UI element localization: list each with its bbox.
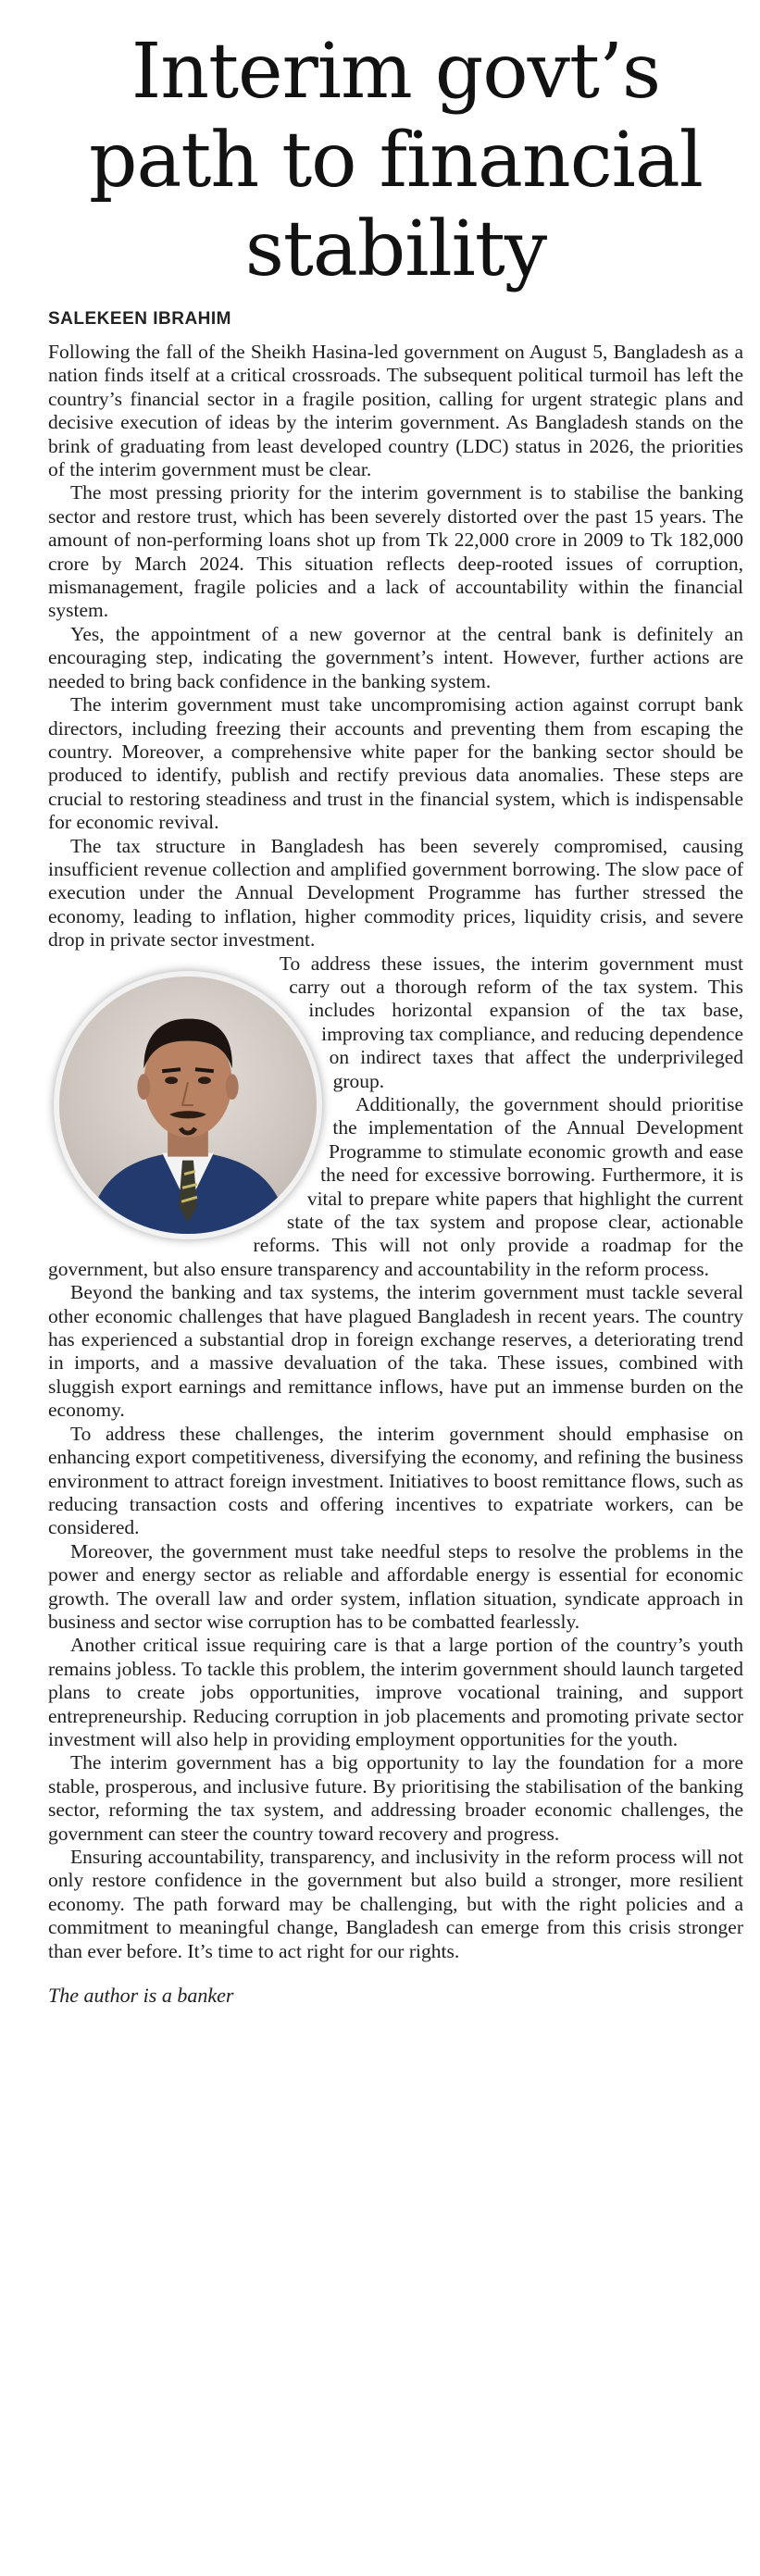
author-portrait — [54, 971, 322, 1239]
paragraph-9: To address these challenges, the interim government should emphasise on enhancing export competitiveness, diversifying the economy, and refining the business environment to attract foreign investment. Initiatives to boost remittance flows, such as reducing transaction costs and offering incentives to expatriate workers, can be considered. — [48, 1422, 743, 1539]
headline-line-3: stability — [244, 205, 547, 293]
author-photo — [48, 952, 337, 1258]
paragraph-12: The interim government has a big opportunity to lay the foundation for a more stable, prosperous, and inclusive future. By prioritising the stabilisation of the banking sector, reforming the tax system, and addressing broader economic challenges, the government can steer the country toward recovery and progress. — [48, 1751, 743, 1845]
paragraph-6: To address these issues, the interim government must carry out a thorough reform of the tax system. This includes horizontal expansion of the tax base, improving tax compliance, and reducing dependence on indirect taxes that affect the underprivileged group. — [279, 952, 743, 1092]
paragraph-7: Additionally, the government should prioritise the implementation of the Annual Development Programme to stimulate economic growth and ease the need for excessive borrowing. Furthermore, it is vital to prepare white papers that highlight the current state of the tax system and propose clear, actionable reforms. This will not only provide a roadmap for the government, but also ensure transparency and accountability in the reform process. — [48, 1093, 743, 1280]
article-body — [48, 341, 743, 1963]
headline — [48, 28, 743, 294]
headline-line-1: Interim govt’s — [131, 28, 661, 116]
paragraph-4: The interim government must take uncompromising action against corrupt bank directors, including freezing their accounts and preventing them from escaping the country. Moreover, a comprehensive white paper for the banking sector should be produced to identify, publish and rectify previous data anomalies. These steps are crucial to restoring steadiness and trust in the financial system, which is indispensable for economic revival. — [48, 693, 743, 834]
paragraph-8: Beyond the banking and tax systems, the interim government must tackle several other economic challenges that have plagued Bangladesh in recent years. The country has experienced a substantial drop in foreign exchange reserves, a deteriorating trend in imports, and a massive devaluation of the taka. These issues, combined with sluggish export earnings and remittance inflows, have put an immense burden on the economy. — [48, 1281, 743, 1422]
paragraph-13: Ensuring accountability, transparency, and inclusivity in the reform process will not only restore confidence in the government but also build a stronger, more resilient economy. The path forward may be challenging, but with the right policies and a commitment to meaningful change, Bangladesh can emerge from this crisis stronger than ever before. It’s time to act right for our rights. — [48, 1846, 743, 1962]
paragraph-5: The tax structure in Bangladesh has been severely compromised, causing insufficient revenue collection and amplified government borrowing. The slow pace of execution under the Annual Development Programme has further stressed the economy, leading to inflation, higher commodity prices, liquidity crisis, and severe drop in private sector investment. — [48, 834, 743, 952]
article — [48, 28, 743, 2008]
headline-line-2: path to financial — [89, 117, 703, 205]
paragraph-1: Following the fall of the Sheikh Hasina-led government on August 5, Bangladesh as a nation finds itself at a critical crossroads. The subsequent political turmoil has left the country’s financial sector in a fragile position, calling for urgent strategic plans and decisive execution of ideas by the interim government. As Bangladesh stands on the brink of graduating from least developed country (LDC) status in 2026, the priorities of the interim government must be clear. — [48, 341, 743, 481]
paragraph-3: Yes, the appointment of a new governor at the central bank is definitely an encouraging step, indicating the government’s intent. However, further actions are needed to bring back confidence in the banking system. — [48, 622, 743, 692]
portrait-illustration — [59, 977, 317, 1234]
paragraph-11: Another critical issue requiring care is that a large portion of the country’s youth remains jobless. To tackle this problem, the interim government should launch targeted plans to create jobs opportunities, improve vocational training, and support entrepreneurship. Reducing corruption in job placements and promoting private sector investment will also help in providing employment opportunities for the youth. — [48, 1634, 743, 1750]
byline: SALEKEEN IBRAHIM — [48, 309, 232, 329]
paragraph-2: The most pressing priority for the interim government is to stabilise the banking sector and restore trust, which has been severely distorted over the past 15 years. The amount of non-performing loans shot up from Tk 22,000 crore in 2009 to Tk 182,000 crore by March 2024. This situation reflects deep-rooted issues of corruption, mismanagement, fragile policies and a lack of accountability within the financial system. — [48, 481, 743, 622]
author-note: The author is a banker — [48, 1984, 234, 2008]
paragraph-10: Moreover, the government must take needful steps to resolve the problems in the power and energy sector as reliable and affordable energy is essential for economic growth. The overall law and order system, inflation situation, syndicate approach in business and sector wise corruption has to be combatted fearlessly. — [48, 1539, 743, 1633]
